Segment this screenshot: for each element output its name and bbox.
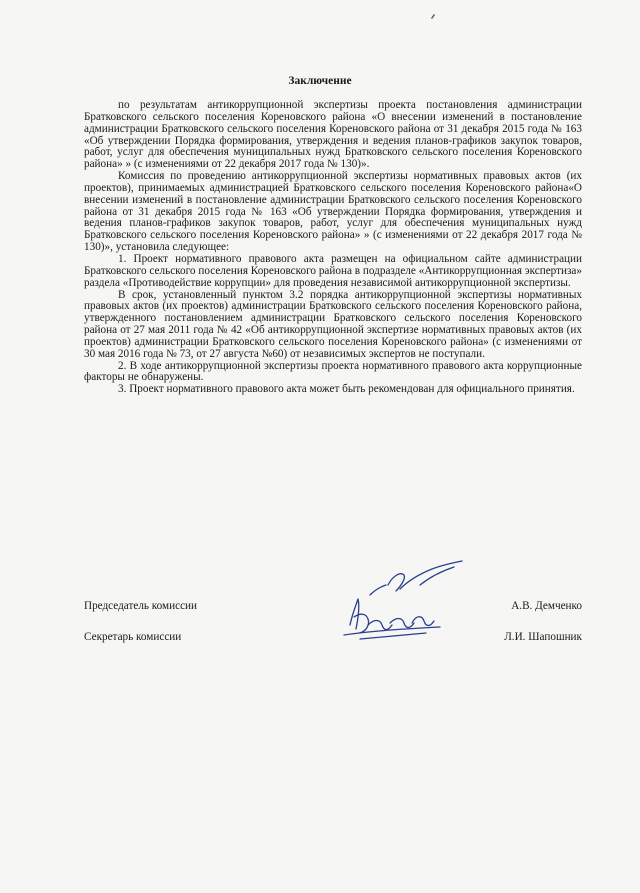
paragraph-commission: Комиссия по проведению антикоррупционной экспертизы нормативных правовых актов (их проектов), принимаемых администрацией Братковского сельского поселения Кореновского района«О внесении изменений в постановление администрации Братковского сельского поселения Кореновского района от 31 декабря 2015 года № 163 «Об утверждении Порядка формирования, утверждения и ведения планов-графиков закупок товаров, работ, услуг для обеспечения муниципальных нужд Братковского сельского поселения Кореновского района» » (с изменениями от 22 декабря 2017 года № 130)», установила следующее: [84,170,582,254]
handwritten-signature [330,555,490,665]
paragraph-term: В срок, установленный пунктом 3.2 порядка антикоррупционной экспертизы нормативных правовых актов (их проектов) администрации Братковского сельского поселения Кореновского района, утвержденного постановлением администрации Братковского сельского поселения Кореновского района от 27 мая 2011 года № 42 «Об антикоррупционной экспертизе нормативных правовых актов (их проектов) администрации Братковского сельского поселения Кореновского района» (с изменениями от 30 мая 2016 года № 73, от 27 августа №60) от независимых экспертов не поступали. [84,288,582,360]
chairman-name: А.В. Демченко [511,600,582,612]
secretary-name: Л.И. Шапошник [504,631,582,643]
document-body [84,100,582,396]
secretary-role: Секретарь комиссии [84,631,182,643]
paper-speck [429,12,437,20]
document-title: Заключение [288,75,352,87]
paragraph-intro: по результатам антикоррупционной экспертизы проекта постановления администрации Братковского сельского поселения Кореновского района «О внесении изменений в постановление администрации Братковского сельского поселения Кореновского района от 31 декабря 2015 года № 163 «Об утверждении Порядка формирования, утверждения и ведения планов-графиков закупок товаров, работ, услуг для обеспечения муниципальных нужд Братковского сельского поселения Кореновского района» » (с изменениями от 22 декабря 2017 года № 130)». [84,99,582,171]
paragraph-point-3: 3. Проект нормативного правового акта может быть рекомендован для официального принятия. [118,383,575,396]
paragraph-point-2: 2. В ходе антикоррупционной экспертизы проекта нормативного правового акта коррупционные факторы не обнаружены. [84,359,582,384]
chairman-role: Председатель комиссии [84,600,198,612]
paragraph-point-1: 1. Проект нормативного правового акта размещен на официальном сайте администрации Братковского сельского поселения Кореновского района в подразделе «Антикоррупционная экспертиза» раздела «Противодействие коррупции» для проведения независимой антикоррупционной экспертизы. [84,252,582,289]
